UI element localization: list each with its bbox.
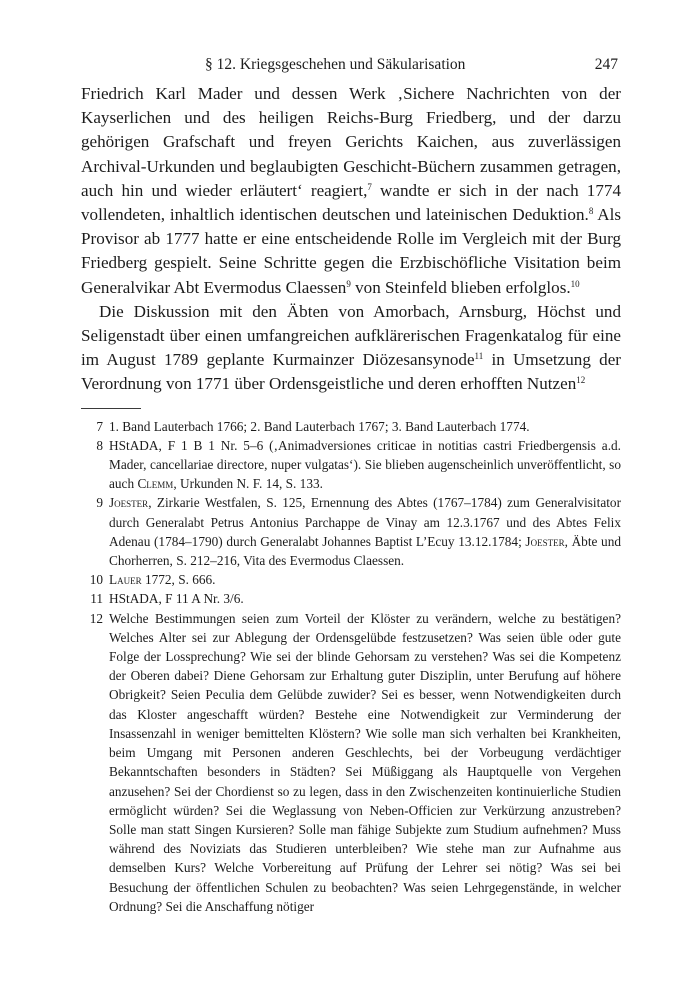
footnote-12 xyxy=(81,609,621,916)
footnote-text: HStADA, F 1 B 1 Nr. 5–6 (‚Animadversiones criticae in notitias castri Friedbergensis a.d. Mader, cancellariae directore, nuper vulgatas‘). Sie blieben augenscheinlich unveröffentlicht, so auch Clemm, Urkunden N. F. 14, S. 133. xyxy=(109,437,621,492)
footnote-ref-12[interactable]: 12 xyxy=(576,375,586,386)
paragraph-1 xyxy=(81,82,621,300)
footnote-text: Lauer 1772, S. 666. xyxy=(109,572,216,588)
footnote-9 xyxy=(81,493,621,570)
footnote-text: HStADA, F 11 A Nr. 3/6. xyxy=(109,591,244,607)
footnote-ref-10[interactable]: 10 xyxy=(570,278,580,289)
footnote-number: 7 xyxy=(96,418,103,434)
footnote-divider xyxy=(81,408,141,409)
paragraph-1-text-a: Friedrich Karl Mader und dessen Werk ‚Sichere Nachrichten von der Kayserlichen und des heiligen Reichs-Burg Friedberg, und der darzu gehörigen Grafschaft und freyen Gerichts Kaichen, aus zuverlässigen Archival-Urkunden und beglaubigten Geschicht-Büchern zusammen getragen, auch hin und wieder erläutert‘ reagiert, xyxy=(81,84,621,200)
footnote-ref-8[interactable]: 8 xyxy=(588,206,594,217)
author-name: Joester xyxy=(109,495,149,511)
footnote-11 xyxy=(81,589,621,608)
paragraph-1-text-b: wandte er sich in der nach 1774 vollendeten, inhaltlich identischen deutschen und lateinischen Deduktion. xyxy=(81,180,621,225)
footnotes xyxy=(81,417,621,916)
running-head-title: § 12. Kriegsgeschehen und Säkularisation xyxy=(205,56,466,73)
paragraph-2-text-a: Die Diskussion mit den Äbten von Amorbach, Arnsburg, Höchst und Seligenstadt über einen umfangreichen aufklärerischen Fragenkatalog für eine im August 1789 geplante Kurmainzer Diözesansynode xyxy=(81,301,621,370)
footnote-text: Joester, Zirkarie Westfalen, S. 125, Ernennung des Abtes (1767–1784) zum Generalvisitator durch Generalabt Petrus Antonius Parchappe de Vinay am 12.3.1767 und des Abtes Felix Adenau (1784–1790) durch Generalabt Johannes Baptist L’Ecuy 13.12.1784; Joester, Äbte und Chorherren, S. 212–216, Vita des Evermodus Claessen. xyxy=(109,495,621,569)
footnote-number: 9 xyxy=(96,495,103,511)
paragraph-1-text-c: Als Provisor ab 1777 hatte er eine entscheidende Rolle im Vergleich mit der Burg Friedberg gespielt. Seine Schritte gegen die Erzbischöfliche Visitation beim Generalvikar Abt Evermodus Claessen xyxy=(81,205,622,297)
footnote-text: Welche Bestimmungen seien zum Vorteil der Klöster zu verändern, welche zu bestätigen? Welches Alter sei zur Ablegung der Ordensgelübde festzusetzen? Was seien üble oder gute Folge der Lossprechung? Wie sei der blinde Gehorsam zu verstehen? Was sei die Kompetenz der Oberen dabei? Diene Gehorsam zur Erhaltung guter Disziplin, unter Berufung auf höhere Obrigkeit? Seien Peculia dem Gelübde zuwider? Sei es besser, wenn Notwendigkeiten durch das Kloster angeschafft würden? Bestehe eine Notwendigkeit zur Verminderung der Insassenzahl in weniger bemittelten Klöstern? Wie solle man sich verhalten bei Krankheiten, beim Umgang mit Personen anderen Geschlechts, bei der Vorbeugung verdächtiger Bekanntschaften besonders in Städten? Sei Müßiggang als Hauptquelle von Vergehen anzusehen? Sei der Chordienst so zu legen, dass in den Zwischenzeiten kontinuierliche Studien ermöglicht würden? Sei die Weglassung von Neben-Officien zur Verkürzung anzustreben? Solle man statt Singen Kursieren? Solle man fähige Subjekte zum Studium aufnehmen? Muss während des Noviziats das Studieren unterbleiben? Wie stehe man zur Aufnahme aus demselben Kurs? Welche Vorbereitung auf Prüfung der Lehrer sei nötig? Was sei bei Besuchung der öffentlichen Schulen zu beobachten? Was seien Lehrgegenstände, in welcher Ordnung? Sei die Anschaffung nötiger xyxy=(109,610,621,914)
book-page xyxy=(81,56,621,916)
author-name: Clemm xyxy=(137,476,174,492)
footnote-8 xyxy=(81,436,621,494)
footnote-ref-11[interactable]: 11 xyxy=(474,351,484,362)
main-text xyxy=(81,82,621,397)
footnote-ref-9[interactable]: 9 xyxy=(346,278,351,289)
footnote-number: 8 xyxy=(96,437,103,453)
paragraph-1-text-d: von Steinfeld blieben erfolglos. xyxy=(350,277,571,297)
page-number: 247 xyxy=(594,56,618,73)
author-name: Joester xyxy=(525,533,565,549)
paragraph-2-text-b: in Umsetzung der Verordnung von 1771 über Ordensgeistliche und deren erhofften Nutzen xyxy=(81,350,621,394)
footnote-10 xyxy=(81,570,621,589)
footnote-number: 11 xyxy=(90,591,103,607)
footnote-7 xyxy=(81,417,621,436)
footnote-number: 12 xyxy=(89,610,103,626)
footnote-ref-7[interactable]: 7 xyxy=(367,181,372,192)
footnote-text: 1. Band Lauterbach 1766; 2. Band Lauterbach 1767; 3. Band Lauterbach 1774. xyxy=(109,418,530,434)
paragraph-2 xyxy=(81,300,621,397)
author-name: Lauer xyxy=(109,572,142,588)
running-head xyxy=(81,56,621,82)
footnote-number: 10 xyxy=(89,572,103,588)
